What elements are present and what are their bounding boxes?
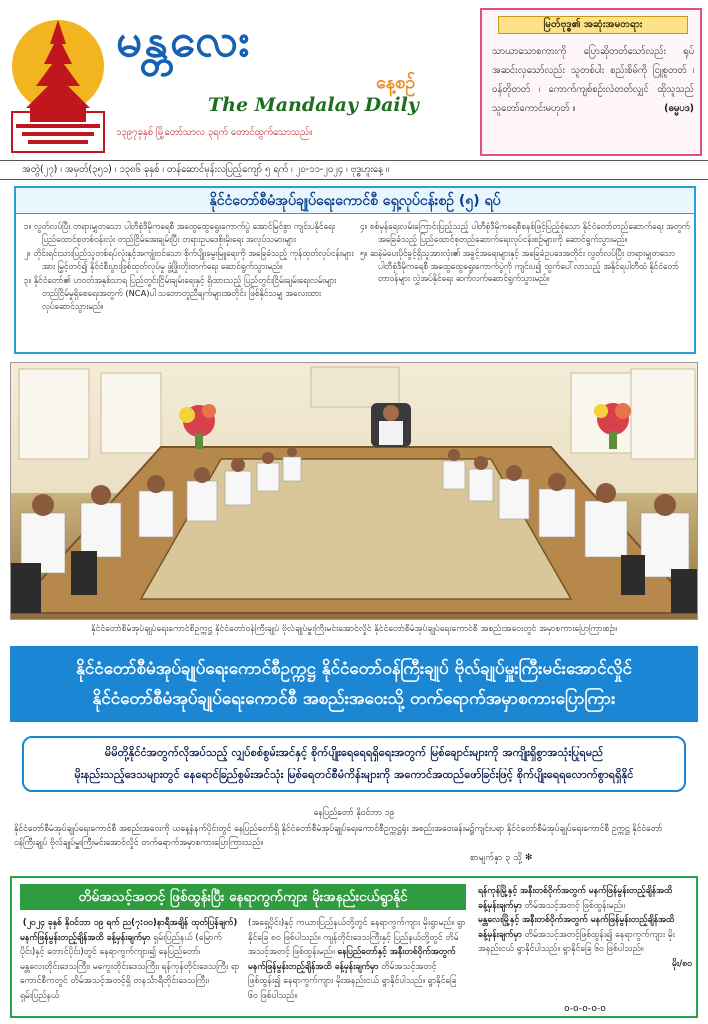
- programme-item: ၁။ လွတ်လပ်ပြီး တရားမျှတသော ပါတီစုံဒီမိုကရေစီ အထွေထွေရွေးကောက်ပွဲ အောင်မြင်စွာ ကျင်းပနိုင်ရေး ပြည်ထောင်စုတစ်ဝန်းလုံး တည်ငြိမ်အေးချမ်းပြီး တရားဥပဒေစိုးမိုးရေး အလုပ်သမားများ: [24, 221, 335, 244]
- main-headline-banner: [10, 646, 698, 722]
- weather-forecast-label: မနက်ဖြန်မွန်းတည့်ချိန်အထိ ခန့်မှန်းချက်မှာ: [20, 932, 151, 943]
- article-lead: နိုင်ငံတော်စီမံအုပ်ချုပ်ရေးကောင်စီ အစည်းအဝေးကို ယနေ့နံနက်ပိုင်းတွင် နေပြည်တော်ရှိ နိုင်ငံတော်စီမံအုပ်ချုပ်ရေးကောင်စီဥက္ကဋ္ဌရုံး အစည်းအဝေးခန်းမ၌ကျင်းပရာ နိုင်ငံတော်စီမံအုပ်ချုပ်ရေးကောင်စီ ဥက္ကဋ္ဌ နိုင်ငံတော်ဝန်ကြီးချုပ် ဗိုလ်ချုပ်မှူးကြီးမင်းအောင်လှိုင် တက်ရောက်အမှာစကားပြောကြားသည်။: [14, 824, 663, 848]
- main-headline-line2: နိုင်ငံတော်စီမံအုပ်ချုပ်ရေးကောင်စီ အစည်းအဝေးသို့ တက်ရောက်အမှာစကားပြောကြား: [92, 689, 616, 709]
- teaching-source: (ဓမ္မပဒ): [664, 103, 694, 114]
- naypyitaw-forecast-text: တိမ်အသင့်အတင့်ဖြစ်ထွန်း၍ နေရာကွက်ကျား မိုးအနည်းငယ် ရွာနိုင်ပါသည်။ ရွာနိုင်ခြေ ၆၀ ဖြစ်ပါသည်။: [248, 961, 457, 1001]
- programme-item: ၂။ တိုင်းရင်းသားပြည်သူတစ်ရပ်လုံးနှင့်အကျုံးဝင်သော စိုက်ပျိုးမွေးမြူရေးကို အခြေခံသည့် ကုန်ထုတ်လုပ်ငန်းများအား မြှင့်တင်၍ နိုင်ငံစီးပွားဖြစ်ထုတ်လုပ်မှု ဖွံ့ဖြိုးတိုးတက်ရေး ဆောင်ရွက်သွားမည်။: [24, 248, 354, 271]
- programmes-column-left: [24, 220, 354, 314]
- programme-item: ၅။ ဆနဲမဲပေးပိုင်ခွင့်ရှိသူအားလုံး၏ အခွင့်အရေးများနှင့် အခြေခံဥပဒေအတိုင်း လွတ်လပ်ပြီး တရားမျှတသော ပါတီစုံဒီမိုကရေစီ အထွေထွေရွေးကောက်ပွဲကို ကျင်းပ၍ ထွက်ပေါ်လာသည့် အနိုင်ရပါတီထံ နိုင်ငံတော်တာဝန်များ လွှဲအပ်နိုင်ရေး ဆက်လက်ဆောင်ရွက်သွားမည်။: [360, 248, 679, 284]
- weather-end-mark: o-o-o-o-o: [564, 1004, 606, 1014]
- programme-item: ၄။ စစ်မှန်ရေးလမ်းကြောင်းပြည့်သည့် ပါတီစုံဒီမိုကရေစီစနစ်ဖြင့်ပြည့်စုံသော နိုင်ငံတော်တည်ဆောက်ရေး အတွက် အခြေခံသည့် ပြည်ထောင်စုတည်ဆောက်ရေးလုပ်ငန်းစဉ်များကို ဆောင်ရွက်သွားမည်။: [360, 221, 690, 244]
- masthead-subtitle: နေ့စဉ်: [376, 72, 416, 93]
- masthead-established: ၁၃၉၇ခုနှစ် မြို့တော်သာလ ၃ရက် တောင်ထွက်သောသည်။: [116, 127, 313, 138]
- weather-credit: မိုး/၈၀: [672, 958, 692, 969]
- teaching-text: သာယာသောစကားကို ပြောဆိုတတ်သော်လည်း ရုပ်အဆင်းလှသော်လည်း သူတစ်ပါး စည်းစိမ်ကို ငြူစူတတ် ၊ ဝန်တိုတတ် ၊ ကောက်ကျစ်စဉ်းလဲတတ်လျှင် ထိုသူသည် သူတော်ကောင်းမဟုတ် ။: [492, 46, 694, 114]
- five-future-programmes-box: [14, 186, 696, 354]
- buddha-teaching-box: [480, 8, 702, 156]
- photo-caption: နိုင်ငံတော်စီမံအုပ်ချုပ်ရေးကောင်စီဥက္ကဋ္ဌ နိုင်ငံတော်ဝန်ကြီးချုပ် ဗိုလ်ချုပ်မှူးကြီးမင်းအောင်လှိုင် နိုင်ငံတော်စီမံအုပ်ချုပ်ရေးကောင်စီ အစည်းအဝေးတွင် အမှာစကားပြောကြားစဉ်။: [91, 624, 617, 634]
- masthead-title: မန္တလေး: [116, 13, 252, 67]
- weather-column-2: [248, 916, 468, 1004]
- teaching-body: [492, 42, 694, 118]
- mandalay-forecast-text: တိမ်အသင့်အတင့်ဖြစ်ထွန်း၍ နေရာကွက်ကျား မိုးအနည်းငယ် ရွာနိုင်ပါသည်။ ရွာနိုင်ခြေ ၆၀ ဖြစ်ပါသည်။: [478, 929, 675, 955]
- masthead-english-title: The Mandalay Daily: [208, 94, 419, 116]
- weather-issued: (၂၀၂၄ ခုနှစ် နိုဝင်ဘာ ၁၉ ရက် ည(၇:၀၀)နာရီအချိန် ထုတ်ပြန်ချက်): [22, 918, 238, 928]
- weather-box: [10, 876, 698, 1018]
- meeting-photo: [10, 362, 698, 620]
- weather-column-1: [20, 916, 240, 1004]
- yangon-forecast-text: တိမ်အသင့်အတင့် ဖြစ်ထွန်းမည်။: [524, 900, 625, 911]
- weather-forecast-text: (အရှေ့ပိုင်း)နှင့် ကယားပြည်နယ်တို့တွင် နေရာကွက်ကျား မိုးရွာမည်။ ရွာနိုင်ခြေ ၈၀ ဖြစ်ပါသည်။ ကျန်တိုင်းဒေသကြီးနှင့် ပြည်နယ်တို့တွင် တိမ်အသင့်အတင့် ဖြစ်ထွန်းမည်။: [248, 918, 466, 958]
- weather-forecast-text: ရှမ်းပြည်နယ် (မြောက်ပိုင်း)နှင့် တောင်ပိုင်း)တွင် နေရာကွက်ကျား၍ နေပြည်တော်၊ မန္တလေးတိုင်းဒေသကြီး၊ မကွေးတိုင်းဒေသကြီး၊ ရန်ကုန်တိုင်းဒေသကြီး ရာကောင်စီကတွင် တိမ်အသင့်အတင့်ရှိ တနင်္သာရီတိုင်းဒေသကြီး၊ ရှမ်းပြည်နယ်: [20, 932, 240, 1001]
- weather-title: တိမ်အသင့်အတင့် ဖြစ်ထွန်းပြီး နေရာကွက်ကျား မိုးအနည်းငယ်ရွာနိုင်: [20, 884, 466, 910]
- highlight-quote-box: [22, 736, 686, 792]
- continued-on-page: စာမျက်နှာ ၃ သို့ ✻: [470, 853, 533, 863]
- palace-logo-icon: [8, 14, 108, 154]
- quote-line2: မိုးနည်းသည့်ဒေသများတွင် နေရောင်ခြည်စွမ်းအင်သုံး မြစ်ရေတင်စီမံကိန်းများကို အကောင်အထည်ဖော်ခြင်းဖြင့် စိုက်ပျိုးရေရလောက်စွာရရှိနိုင်: [74, 768, 634, 781]
- teaching-heading: မြတ်ဗုဒ္ဓ၏ အဆုံးအမတရား: [498, 16, 688, 34]
- naypyitaw-forecast-label: နေပြည်တော်နှင့် အနီးတစ်ဝိုက်အတွက် မနက်ဖြန်မွန်းတည့်ချိန်အထိ ခန့်မှန်းချက်မှာ: [248, 947, 456, 972]
- quote-line1: မိမိတို့နိုင်ငံအတွက်လိုအပ်သည့် လျှပ်စစ်စွမ်းအင်နှင့် စိုက်ပျိုးရေရေရရှိရေးအတွက် မြစ်ချောင်းများကို အကျိုးရှိစွာအသုံးပြုရမည်: [104, 746, 604, 759]
- weather-column-3: [478, 884, 692, 972]
- issue-info-line: အတွဲ(၂၇) ၊ အမှတ်(၃၅၁) ၊ ၁၃၈၆ ခုနှစ် ၊ တန်ဆောင်မုန်းလပြည့်ကျော် ၅ ရက် ၊ ၂၀-၁၁-၂၀၂၄ ၊ ဗုဒ္ဓဟူးနေ့ ။: [0, 160, 708, 180]
- mandalay-forecast-label: မန္တလေးမြို့နှင့် အနီးတစ်ဝိုက်အတွက် မနက်ဖြန်မွန်းတည့်ချိန်အထိ ခန့်မှန်းချက်မှာ: [478, 915, 675, 940]
- yangon-forecast-label: ရန်ကုန်မြို့နှင့် အနီးတစ်ဝိုက်အတွက် မနက်ဖြန်မွန်းတည့်ချိန်အထိ ခန့်မှန်းချက်မှာ: [478, 886, 673, 911]
- masthead: [8, 8, 476, 158]
- programme-item: ၃။ နိုင်ငံတော်၏ ဟဝတ်အနုစ်သာရ ပြည်တွင်းငြိမ်းချမ်းရေးနှင့် ရှိထားသည့် ပြည်တွင်းငြိမ်းချမ်းရေးလမ်းများ တည်ငြိမ်မှုရှိစေရေးအတွက် (NCA)ပါ သဘောတူညီချက်များအတိုင်း ဖြစ်နိုင်သမျှ အလေးထား လုပ်ဆောင်သွားမည်။: [24, 275, 337, 311]
- main-headline-line1: နိုင်ငံတော်စီမံအုပ်ချုပ်ရေးကောင်စီဥက္ကဋ္ဌ နိုင်ငံတော်ဝန်ကြီးချုပ် ဗိုလ်ချုပ်မှူးကြီးမင်းအောင်လှိုင်: [76, 659, 632, 679]
- dateline: နေပြည်တော် နိုဝင်ဘာ ၁၉: [313, 808, 395, 818]
- programmes-column-right: [360, 220, 690, 287]
- programmes-title: နိုင်ငံတော်စီမံအုပ်ချုပ်ရေးကောင်စီ ရှေ့လုပ်ငန်းစဉ် (၅) ရပ်: [16, 188, 694, 214]
- meeting-room-illustration: [11, 363, 698, 620]
